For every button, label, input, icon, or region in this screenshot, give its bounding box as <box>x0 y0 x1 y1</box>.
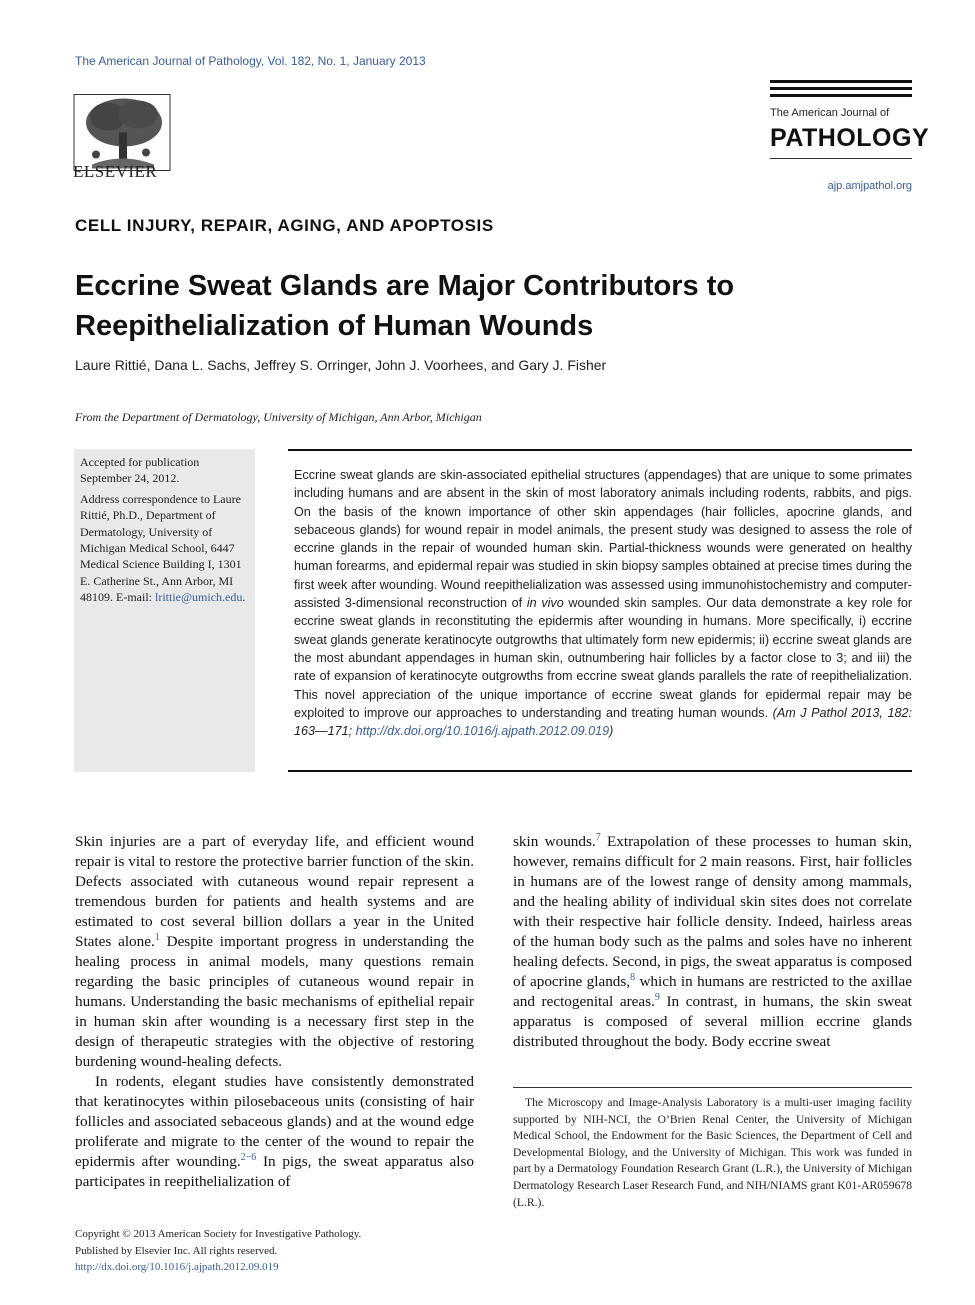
body-paragraph <box>513 832 912 1052</box>
publisher-wordmark: ELSEVIER <box>73 162 158 181</box>
footnote-rule <box>513 1087 912 1088</box>
reference-link[interactable]: 1 <box>154 931 160 943</box>
email-link[interactable]: lrittie@umich.edu <box>155 590 243 605</box>
body-text: which in humans are restricted to the axillae and rectogenital areas. <box>513 973 912 1010</box>
body-text: In rodents, elegant studies have consistently demonstrated that keratinocytes within pilosebaceous units (consisting of hair follicles and associated sebaceous glands) and at the wound edge proliferate and migrate to the center of the wound to repair the epidermis after wounding. <box>75 1073 474 1170</box>
journal-logo-big: PATHOLOGY <box>770 124 930 152</box>
article-title: Eccrine Sweat Glands are Major Contributors to Reepithelialization of Human Wounds <box>75 270 735 342</box>
reference-link[interactable]: 7 <box>595 831 601 843</box>
abstract-bottom-rule <box>288 770 912 772</box>
abstract-citation-end: ) <box>609 724 614 739</box>
body-text: Skin injuries are a part of everyday life, and efficient wound repair is vital to restore the protective barrier function of the skin. Defects associated with cutaneous wound repair represent a tremendous burden for patients and health systems and are estimated to cost several billion dollars a year in the United States alone. <box>75 833 474 950</box>
correspondence-text: Address correspondence to Laure Rittié, Ph.D., Department of Dermatology, University of Michigan Medical School, 6447 Medical Science Building I, 1301 E. Catherine St., Ann Arbor, MI 48109. E-mail: <box>80 491 242 605</box>
copyright-block <box>75 1226 361 1276</box>
copyright-line: Copyright © 2013 American Society for Investigative Pathology. <box>75 1228 362 1240</box>
abstract-in-vivo: in vivo <box>526 596 564 611</box>
reference-link[interactable]: 8 <box>630 971 636 983</box>
body-text: skin wounds. <box>513 833 596 850</box>
body-column-left <box>75 832 474 1192</box>
abstract-text-1: Eccrine sweat glands are skin-associated epithelial structures (appendages) that are unique to some primates including humans and are absent in the skin of most laboratory animals including rodents, rabbits, and pigs. On the basis of the known importance of other skin appendages (hair follicles, apocrine glands, and sebaceous glands) for wound repair in model animals, the present study was designed to assess the role of eccrine glands in the repair of wounded human skin. Partial-thickness wounds were generated on healthy human forearms, and epidermal repair was studied in skin biopsy samples obtained at precise times during the first week after wounding. Wound reepithelialization was assessed using immunohistochemistry and computer-assisted 3-dimensional reconstruction of <box>294 468 912 611</box>
abstract-text-2: wounded skin samples. Our data demonstrate a key role for eccrine sweat glands in reconstituting the epidermis after wounding in humans. More specifically, i) eccrine sweat glands generate keratinocyte outgrowths that ultimately form new epidermis; ii) eccrine sweat glands are the most abundant appendages in human skin, outnumbering hair follicles by a factor close to 3; and iii) the rate of expansion of keratinocyte outgrowths from eccrine sweat glands parallels the rate of reepithelialization. This novel appreciation of the unique importance of eccrine sweat glands for epidermal repair may be exploited to improve our approaches to understanding and treating human wounds. <box>294 596 913 720</box>
abstract <box>294 466 912 740</box>
reference-link[interactable]: 9 <box>654 991 660 1003</box>
journal-logo-rules <box>770 80 912 101</box>
article-info-sidebar <box>74 449 255 772</box>
body-column-right <box>513 832 912 1052</box>
publisher-line: Published by Elsevier Inc. All rights reserved. <box>75 1244 278 1257</box>
section-heading: CELL INJURY, REPAIR, AGING, AND APOPTOSIS <box>75 216 494 235</box>
body-paragraph <box>75 1072 474 1192</box>
journal-logo-small: The American Journal of <box>770 107 890 119</box>
journal-logo-divider <box>770 158 912 159</box>
body-text: Despite important progress in understanding the healing process in animal models, many questions remain regarding the basic principles of cutaneous wound repair in humans. Understanding the basic mechanisms of epithelial repair in human skin after wounding is a necessary first step in the design of therapeutic strategies with the objective of restoring burdening wound-healing defects. <box>75 933 474 1070</box>
journal-url[interactable]: ajp.amjpathol.org <box>827 180 912 192</box>
author-list: Laure Rittié, Dana L. Sachs, Jeffrey S. Orringer, John J. Voorhees, and Gary J. Fisher <box>75 357 607 373</box>
accepted-date: Accepted for publication September 24, 2012. <box>80 455 200 486</box>
footer-doi-link[interactable]: http://dx.doi.org/10.1016/j.ajpath.2012.09.019 <box>75 1261 279 1273</box>
abstract-citation: (Am J Pathol 2013, 182: 163—171; <box>294 705 912 739</box>
email-trail: . <box>242 590 246 605</box>
funding-footnote: The Microscopy and Image-Analysis Laboratory is a multi-user imaging facility supported by NIH-NCI, the O’Brien Renal Center, the University of Michigan Medical School, the Endowment for the Basic Sciences, the Department of Cell and Developmental Biology, and the University of Michigan. This work was funded in part by a Dermatology Foundation Research Grant (L.R.), the University of Michigan Dermatology Research Laser Research Fund, and NIH/NIAMS grant K01-AR059678 (L.R.). <box>513 1096 912 1209</box>
body-text: Extrapolation of these processes to human skin, however, remains difficult for 2 main reasons. First, hair follicles in humans are of the lowest range of density among mammals, and the healing ability of individual skin sites does not correlate with their respective hair follicle density. Indeed, hairless areas of the human body such as the palms and soles have no inherent healing defects. Second, in pigs, the sweat apparatus is composed of apocrine glands, <box>513 833 912 990</box>
body-paragraph <box>75 832 474 1072</box>
reference-link[interactable]: 2−6 <box>240 1151 257 1163</box>
correspondence <box>80 491 249 606</box>
abstract-top-rule <box>288 449 912 451</box>
body-text: In pigs, the sweat apparatus also participates in reepithelialization of <box>75 1153 474 1190</box>
body-text: In contrast, in humans, the skin sweat apparatus is composed of several million eccrine glands distributed throughout the body. Body eccrine sweat <box>513 993 912 1050</box>
journal-citation: The American Journal of Pathology, Vol. 182, No. 1, January 2013 <box>75 54 426 68</box>
abstract-doi-link[interactable]: http://dx.doi.org/10.1016/j.ajpath.2012.09.019 <box>355 724 610 739</box>
affiliation: From the Department of Dermatology, University of Michigan, Ann Arbor, Michigan <box>75 410 482 424</box>
